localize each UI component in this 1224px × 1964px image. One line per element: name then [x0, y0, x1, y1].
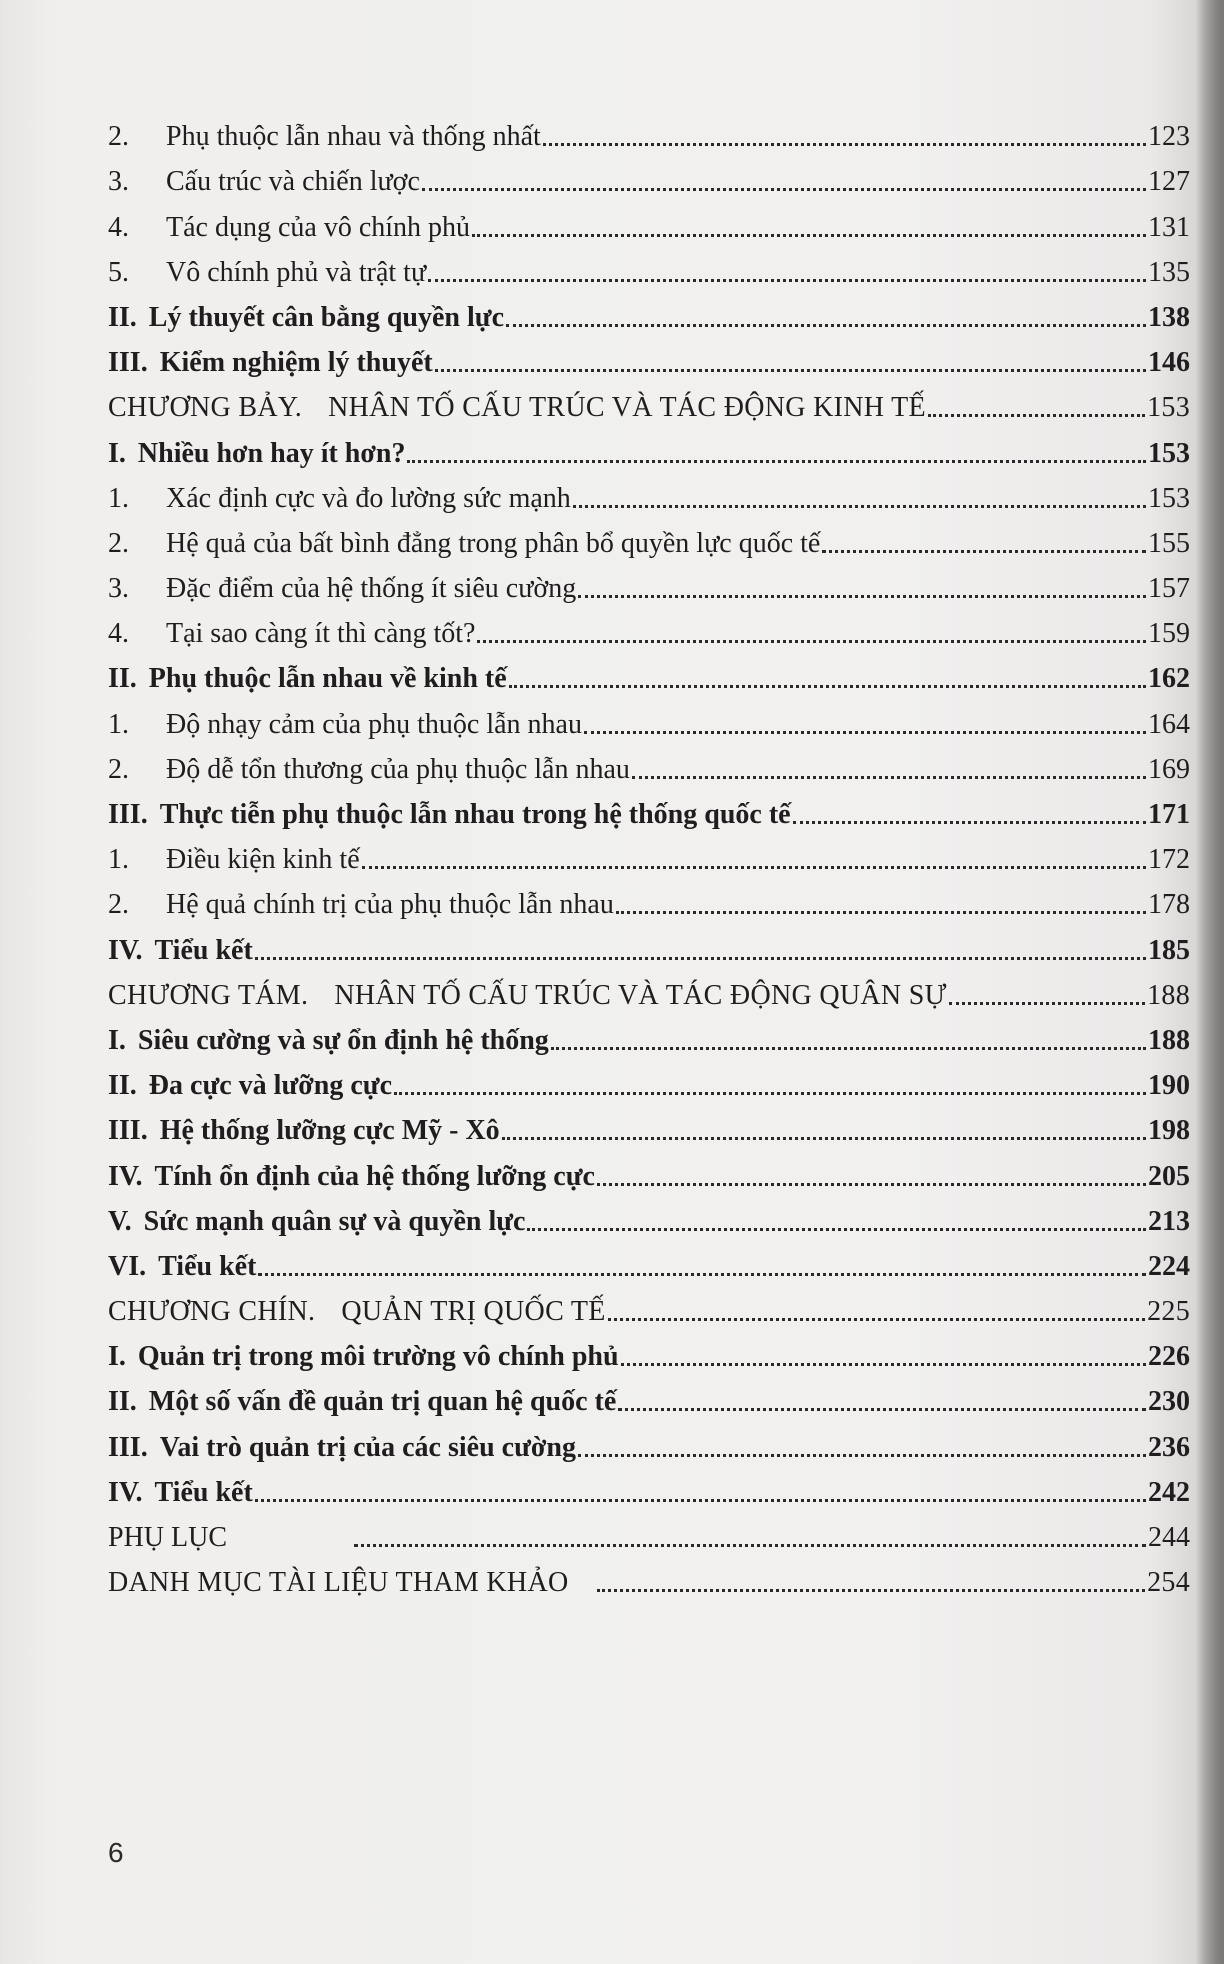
toc-entry-number: I. — [108, 437, 126, 469]
dot-leader — [928, 414, 1145, 417]
toc-entry-page: 172 — [1148, 844, 1190, 876]
toc-entry — [108, 877, 1190, 922]
toc-entry-page: 171 — [1148, 799, 1190, 830]
toc-entry-title: Đa cực và lưỡng cực — [148, 1070, 392, 1102]
toc-entry — [108, 154, 1190, 199]
dot-leader — [477, 640, 1146, 643]
toc-entry-number: CHƯƠNG BẢY. — [108, 392, 303, 424]
toc-entry-title: Đặc điểm của hệ thống ít siêu cường — [166, 573, 577, 605]
toc-entry-page: 242 — [1148, 1476, 1190, 1508]
toc-entry-page: 178 — [1148, 889, 1190, 921]
toc-entry — [108, 968, 1190, 1013]
dot-leader — [509, 685, 1146, 688]
dot-leader — [502, 1137, 1146, 1140]
toc-entry-page: 213 — [1148, 1205, 1190, 1237]
toc-entry-number: II. — [108, 663, 137, 695]
toc-entry-title: Độ nhạy cảm của phụ thuộc lẫn nhau — [166, 708, 582, 740]
page-number: 6 — [108, 1837, 124, 1868]
toc-entry-page: 230 — [1148, 1386, 1190, 1418]
toc-entry-number: 5. — [108, 256, 129, 288]
toc-entry-title: Hệ quả của bất bình đẳng trong phân bổ quyền lực quốc tế — [166, 527, 821, 559]
toc-entry-number: III. — [108, 799, 148, 830]
toc-entry-number: VI. — [108, 1250, 147, 1282]
toc-entry-page: 157 — [1148, 573, 1190, 605]
toc-entry-page: 127 — [1148, 166, 1190, 198]
dot-leader — [608, 1318, 1145, 1321]
toc-entry-title: Tiểu kết — [158, 1250, 257, 1282]
dot-leader — [428, 279, 1146, 282]
toc-entry-page: 131 — [1148, 211, 1190, 243]
toc-entry-number: 2. — [108, 527, 129, 559]
toc-entry-page: 153 — [1147, 392, 1190, 424]
toc-entry-number: CHƯƠNG TÁM. — [108, 979, 309, 1011]
toc-entry-page: 164 — [1148, 708, 1190, 740]
toc-entry-page: 162 — [1148, 663, 1190, 695]
toc-entry-page: 190 — [1148, 1070, 1190, 1102]
toc-entry-number: 2. — [108, 889, 129, 921]
toc-entry-number: 1. — [108, 708, 129, 740]
dot-leader — [616, 911, 1146, 914]
toc-entry — [108, 1374, 1190, 1419]
toc-entry-page: 226 — [1148, 1341, 1190, 1373]
toc-entry — [108, 742, 1190, 787]
toc-entry-page: 138 — [1148, 301, 1190, 333]
toc-entry-title: Phụ thuộc lẫn nhau về kinh tế — [148, 663, 507, 695]
toc-entry-title: Tính ổn định của hệ thống lưỡng cực — [154, 1160, 595, 1192]
toc-entry-number: II. — [108, 1070, 137, 1102]
toc-entry-page: 123 — [1148, 121, 1190, 153]
toc-entry — [108, 787, 1190, 832]
dot-leader — [362, 866, 1146, 869]
toc-entry — [108, 561, 1190, 606]
toc-entry-title: Tác dụng của vô chính phủ — [166, 211, 471, 243]
toc-entry-number: III. — [108, 1115, 148, 1147]
toc-entry-title: QUẢN TRỊ QUỐC TẾ — [341, 1296, 606, 1328]
toc-entry-page: 169 — [1148, 753, 1190, 785]
toc-entry-title: Điều kiện kinh tế — [166, 844, 360, 876]
toc-entry-title: Hệ quả chính trị của phụ thuộc lẫn nhau — [166, 889, 614, 921]
toc-entry-title: Tại sao càng ít thì càng tốt? — [166, 618, 476, 650]
toc-entry-number: V. — [108, 1205, 132, 1237]
toc-entry-page: 135 — [1148, 256, 1190, 288]
toc-entry-number: IV. — [108, 1160, 143, 1192]
dot-leader — [597, 1183, 1146, 1186]
toc-entry — [108, 1510, 1190, 1555]
toc-entry-page: 236 — [1148, 1431, 1190, 1463]
toc-entry-title: Xác định cực và đo lường sức mạnh — [166, 482, 571, 514]
toc-entry-title: Quản trị trong môi trường vô chính phủ — [137, 1341, 619, 1373]
toc-entry-number: III. — [108, 347, 148, 379]
dot-leader — [597, 1589, 1146, 1592]
toc-entry-title: Vai trò quản trị của các siêu cường — [159, 1431, 576, 1463]
toc-entry — [108, 1103, 1190, 1148]
toc-entry — [108, 335, 1190, 380]
toc-entry-page: 153 — [1148, 482, 1190, 514]
dot-leader — [949, 1002, 1146, 1005]
toc-entry-number: PHỤ LỤC — [108, 1522, 228, 1553]
toc-entry — [108, 199, 1190, 244]
toc-entry — [108, 1555, 1190, 1600]
dot-leader — [578, 595, 1146, 598]
toc-entry-page: 185 — [1148, 934, 1190, 966]
toc-entry-title: Vô chính phủ và trật tự — [166, 256, 427, 288]
dot-leader — [621, 1363, 1146, 1366]
toc-entry-page: 205 — [1148, 1160, 1190, 1192]
toc-entry-number: II. — [108, 1386, 137, 1418]
toc-entry — [108, 1013, 1190, 1058]
toc-entry-title: Sức mạnh quân sự và quyền lực — [143, 1205, 526, 1237]
dot-leader — [632, 776, 1146, 779]
toc-entry-page: 188 — [1148, 1024, 1190, 1056]
toc-entry-number: III. — [108, 1431, 148, 1463]
toc-entry-number: 2. — [108, 121, 129, 153]
toc-entry-number: I. — [108, 1024, 126, 1056]
toc-entry-title: Thực tiễn phụ thuộc lẫn nhau trong hệ thống quốc tế — [159, 799, 791, 830]
dot-leader — [618, 1408, 1146, 1411]
toc-entry-title: Cấu trúc và chiến lược — [166, 166, 420, 198]
toc-entry-number: CHƯƠNG CHÍN. — [108, 1296, 316, 1328]
dot-leader — [573, 505, 1146, 508]
toc-entry-number: 1. — [108, 844, 129, 876]
toc-entry-title: Một số vấn đề quản trị quan hệ quốc tế — [148, 1386, 617, 1418]
dot-leader — [354, 1544, 1146, 1547]
toc-entry-number: IV. — [108, 934, 143, 966]
toc-entry-title: Lý thuyết cân bằng quyền lực — [148, 301, 504, 333]
toc-entry — [108, 109, 1190, 154]
toc-entry-title: Kiểm nghiệm lý thuyết — [159, 347, 433, 379]
table-of-contents — [108, 109, 1190, 1600]
toc-entry — [108, 1465, 1190, 1510]
toc-entry-number: IV. — [108, 1476, 143, 1508]
toc-entry-number: 4. — [108, 211, 129, 243]
dot-leader — [822, 550, 1146, 553]
toc-entry-title: Độ dễ tổn thương của phụ thuộc lẫn nhau — [166, 753, 630, 785]
dot-leader — [258, 1273, 1146, 1276]
toc-entry-number: 4. — [108, 618, 129, 650]
toc-entry-page: 254 — [1147, 1567, 1190, 1599]
toc-entry — [108, 651, 1190, 696]
toc-entry-title: Phụ thuộc lẫn nhau và thống nhất — [166, 121, 541, 153]
toc-entry-number: II. — [108, 301, 137, 333]
toc-entry-title: Tiểu kết — [154, 934, 253, 966]
dot-leader — [255, 1499, 1146, 1502]
toc-entry-number: 2. — [108, 753, 129, 785]
toc-entry — [108, 245, 1190, 290]
toc-entry-title: NHÂN TỐ CẤU TRÚC VÀ TÁC ĐỘNG KINH TẾ — [328, 392, 926, 424]
toc-entry-number: 3. — [108, 573, 129, 605]
toc-entry-page: 188 — [1147, 979, 1190, 1011]
toc-entry-number: DANH MỤC TÀI LIỆU THAM KHẢO — [108, 1567, 569, 1599]
dot-leader — [584, 731, 1146, 734]
dot-leader — [255, 957, 1146, 960]
dot-leader — [506, 324, 1146, 327]
toc-entry — [108, 1329, 1190, 1374]
toc-entry-page: 224 — [1148, 1250, 1190, 1282]
toc-entry — [108, 696, 1190, 741]
toc-entry-page: 153 — [1148, 437, 1190, 469]
toc-entry-number: 3. — [108, 166, 129, 198]
toc-entry-title: Nhiều hơn hay ít hơn? — [137, 437, 406, 469]
toc-entry — [108, 1058, 1190, 1103]
toc-entry-page: 225 — [1147, 1296, 1190, 1328]
dot-leader — [435, 369, 1146, 372]
dot-leader — [578, 1454, 1146, 1457]
toc-entry-page: 244 — [1148, 1522, 1190, 1553]
toc-entry — [108, 922, 1190, 967]
toc-entry-page: 155 — [1148, 527, 1190, 559]
toc-entry — [108, 290, 1190, 335]
dot-leader — [407, 460, 1146, 463]
toc-entry-title: NHÂN TỐ CẤU TRÚC VÀ TÁC ĐỘNG QUÂN SỰ — [334, 979, 947, 1011]
toc-entry — [108, 606, 1190, 651]
toc-entry — [108, 516, 1190, 561]
dot-leader — [543, 143, 1146, 146]
dot-leader — [527, 1228, 1146, 1231]
toc-entry — [108, 1419, 1190, 1464]
dot-leader — [793, 821, 1146, 824]
toc-entry — [108, 832, 1190, 877]
toc-entry — [108, 1239, 1190, 1284]
toc-entry-title: Hệ thống lưỡng cực Mỹ - Xô — [159, 1115, 500, 1147]
dot-leader — [394, 1092, 1146, 1095]
dot-leader — [551, 1047, 1146, 1050]
toc-entry-page: 159 — [1148, 618, 1190, 650]
toc-entry-title: Siêu cường và sự ổn định hệ thống — [137, 1024, 549, 1056]
dot-leader — [472, 234, 1146, 237]
toc-entry-number: 1. — [108, 482, 129, 514]
toc-entry — [108, 380, 1190, 425]
toc-entry-page: 146 — [1148, 347, 1190, 379]
toc-entry — [108, 425, 1190, 470]
dot-leader — [422, 188, 1146, 191]
toc-entry — [108, 1148, 1190, 1193]
toc-entry — [108, 1284, 1190, 1329]
page-edge-shadow — [1196, 0, 1224, 1964]
toc-entry-number: I. — [108, 1341, 126, 1373]
toc-entry-page: 198 — [1148, 1115, 1190, 1147]
toc-entry-title: Tiểu kết — [154, 1476, 253, 1508]
toc-entry — [108, 1194, 1190, 1239]
toc-entry — [108, 471, 1190, 516]
